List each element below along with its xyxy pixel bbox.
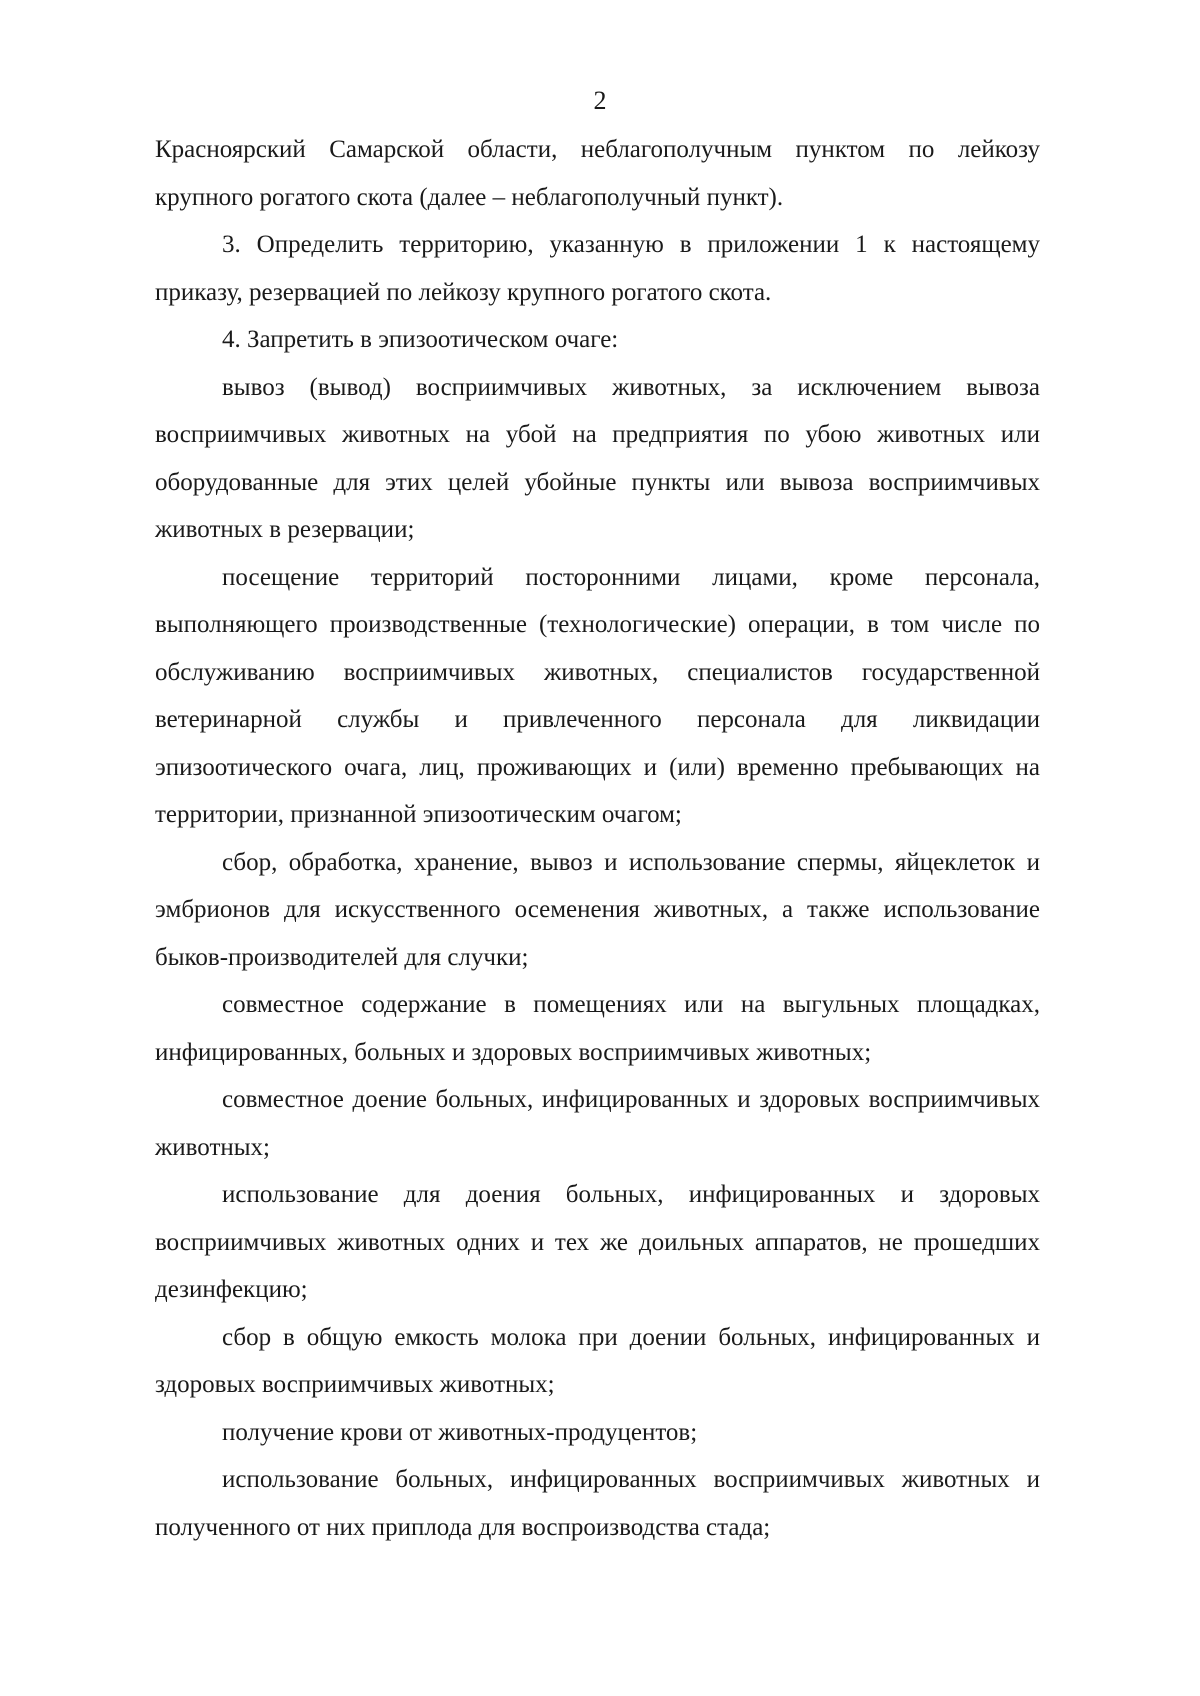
prohibition-joint-milking: совместное доение больных, инфицированных и здоровых восприимчивых животных; [155,1086,1040,1161]
prohibition-removal-animals: вывоз (вывод) восприимчивых животных, за исключением вывоза восприимчивых животных на убой на предприятия по убою животных или оборудованные для этих целей убойные пункты или вывоза восприимчивых животных в резервации; [155,373,1040,543]
prohibition-visiting-territory: посещение территорий посторонними лицами, кроме персонала, выполняющего производственные (технологические) операции, в том числе по обслуживанию восприимчивых животных, специалистов государственной ветеринарной службы и привлеченного персонала для ликвидации эпизоотического очага, лиц, проживающих и (или) временно пребывающих на территории, признанной эпизоотическим очагом; [155,563,1040,828]
page-number: 2 [593,86,607,115]
document-body [155,126,1040,1551]
paragraph-item-3: 3. Определить территорию, указанную в приложении 1 к настоящему приказу, резервацией по лейкозу крупного рогатого скота. [155,231,1040,306]
prohibition-joint-keeping: совместное содержание в помещениях или на выгульных площадках, инфицированных, больных и здоровых восприимчивых животных; [155,991,1040,1066]
prohibition-sperm-embryos: сбор, обработка, хранение, вывоз и использование спермы, яйцеклеток и эмбрионов для искусственного осеменения животных, а также использование быков-производителей для случки; [155,848,1040,971]
prohibition-reproduction: использование больных, инфицированных восприимчивых животных и полученного от них приплода для воспроизводства стада; [155,1466,1040,1541]
paragraph-continuation: Красноярский Самарской области, неблагополучным пунктом по лейкозу крупного рогатого скота (далее – неблагополучный пункт). [155,136,1040,211]
prohibition-milk-collection: сбор в общую емкость молока при доении больных, инфицированных и здоровых восприимчивых животных; [155,1323,1040,1398]
paragraph-item-4: 4. Запретить в эпизоотическом очаге: [222,326,619,353]
prohibition-milking-machines: использование для доения больных, инфицированных и здоровых восприимчивых животных одних и тех же доильных аппаратов, не прошедших дезинфекцию; [155,1181,1040,1303]
prohibition-blood: получение крови от животных-продуцентов; [222,1418,698,1446]
